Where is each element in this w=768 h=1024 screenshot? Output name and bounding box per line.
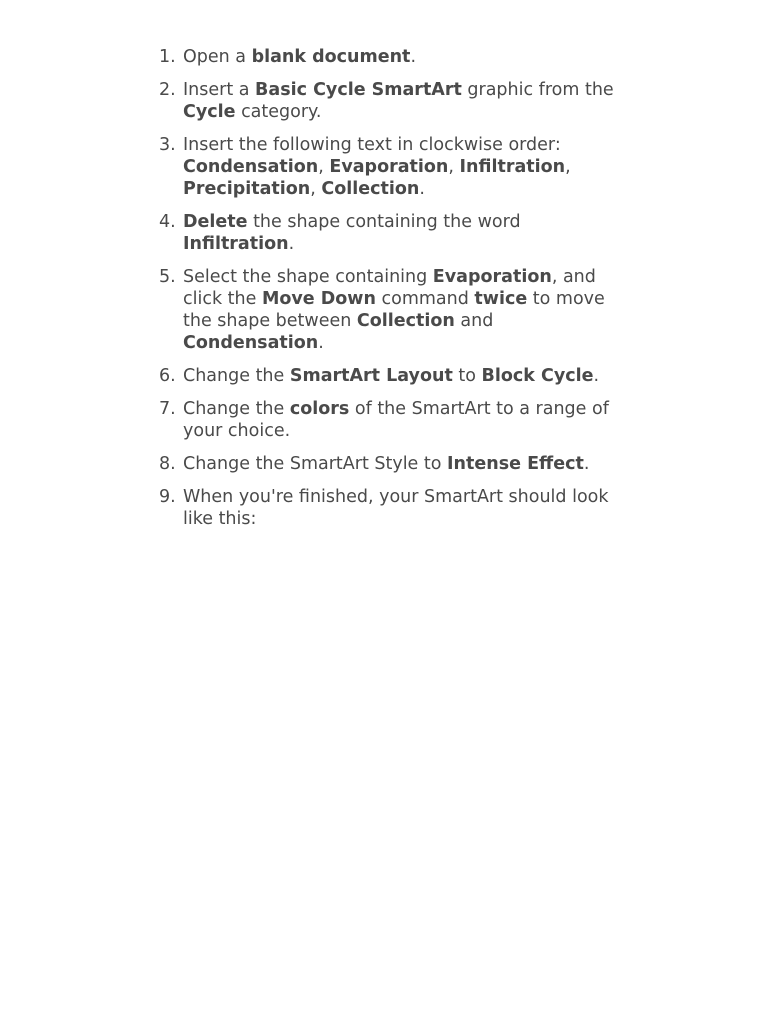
step-emphasis-text: Condensation xyxy=(183,157,319,177)
step-item xyxy=(159,79,635,123)
step-number: 6. xyxy=(159,366,176,386)
step-text: of the SmartArt to a range of your choice. xyxy=(183,399,609,441)
step-item xyxy=(159,365,635,387)
step-item xyxy=(159,486,635,530)
step-text: Insert the following text in clockwise order: xyxy=(183,135,561,155)
step-number: 8. xyxy=(159,454,176,474)
step-text: . xyxy=(288,234,295,254)
step-number: 9. xyxy=(159,487,176,507)
step-text: the shape containing the word xyxy=(247,212,521,232)
step-item xyxy=(159,266,635,354)
instruction-list xyxy=(159,46,635,541)
step-text: Change the xyxy=(183,399,290,419)
step-emphasis-text: Precipitation xyxy=(183,179,311,199)
step-emphasis-text: Evaporation xyxy=(432,267,552,287)
step-emphasis-text: Infiltration xyxy=(459,157,566,177)
step-text: to move the shape between xyxy=(183,289,605,331)
step-number: 4. xyxy=(159,212,176,232)
step-text: Select the shape containing xyxy=(183,267,433,287)
step-text: When you're finished, your SmartArt should look like this: xyxy=(183,487,609,529)
step-text: Change the SmartArt Style to xyxy=(183,454,448,474)
step-emphasis-text: Evaporation xyxy=(329,157,449,177)
step-text: and xyxy=(454,311,494,331)
step-number: 7. xyxy=(159,399,176,419)
step-emphasis-text: Infiltration xyxy=(183,234,289,254)
step-emphasis-text: colors xyxy=(289,399,350,419)
step-number: 2. xyxy=(159,80,176,100)
step-emphasis-text: Collection xyxy=(356,311,455,331)
step-emphasis-text: Delete xyxy=(183,212,248,232)
step-text: command xyxy=(375,289,475,309)
step-item xyxy=(159,398,635,442)
step-emphasis-text: Condensation xyxy=(183,333,319,353)
step-text: Open a xyxy=(183,47,252,67)
step-number: 3. xyxy=(159,135,176,155)
step-item xyxy=(159,134,635,200)
step-emphasis-text: Block Cycle xyxy=(481,366,594,386)
step-number: 5. xyxy=(159,267,176,287)
step-text: , xyxy=(565,157,571,177)
step-text: . xyxy=(410,47,417,67)
step-text: . xyxy=(318,333,324,353)
step-text: , xyxy=(310,179,322,199)
step-text: , and click the xyxy=(183,267,596,309)
step-text: , xyxy=(448,157,460,177)
step-text: , xyxy=(318,157,330,177)
step-item xyxy=(159,46,635,68)
step-text: graphic from the xyxy=(461,80,614,100)
step-emphasis-text: SmartArt Layout xyxy=(289,366,453,386)
step-emphasis-text: twice xyxy=(474,289,528,309)
step-text: Change the xyxy=(183,366,290,386)
step-emphasis-text: Intense Effect xyxy=(447,454,584,474)
step-text: . xyxy=(593,366,600,386)
step-text: to xyxy=(452,366,482,386)
step-emphasis-text: Collection xyxy=(321,179,420,199)
step-item xyxy=(159,211,635,255)
step-text: Insert a xyxy=(183,80,256,100)
step-emphasis-text: Basic Cycle SmartArt xyxy=(255,80,462,100)
step-emphasis-text: blank document xyxy=(251,47,411,67)
step-item xyxy=(159,453,635,475)
step-text: . xyxy=(419,179,425,199)
step-text: category. xyxy=(235,102,322,122)
step-number: 1. xyxy=(159,47,176,67)
step-emphasis-text: Move Down xyxy=(261,289,376,309)
step-text: . xyxy=(583,454,590,474)
step-emphasis-text: Cycle xyxy=(183,102,236,122)
